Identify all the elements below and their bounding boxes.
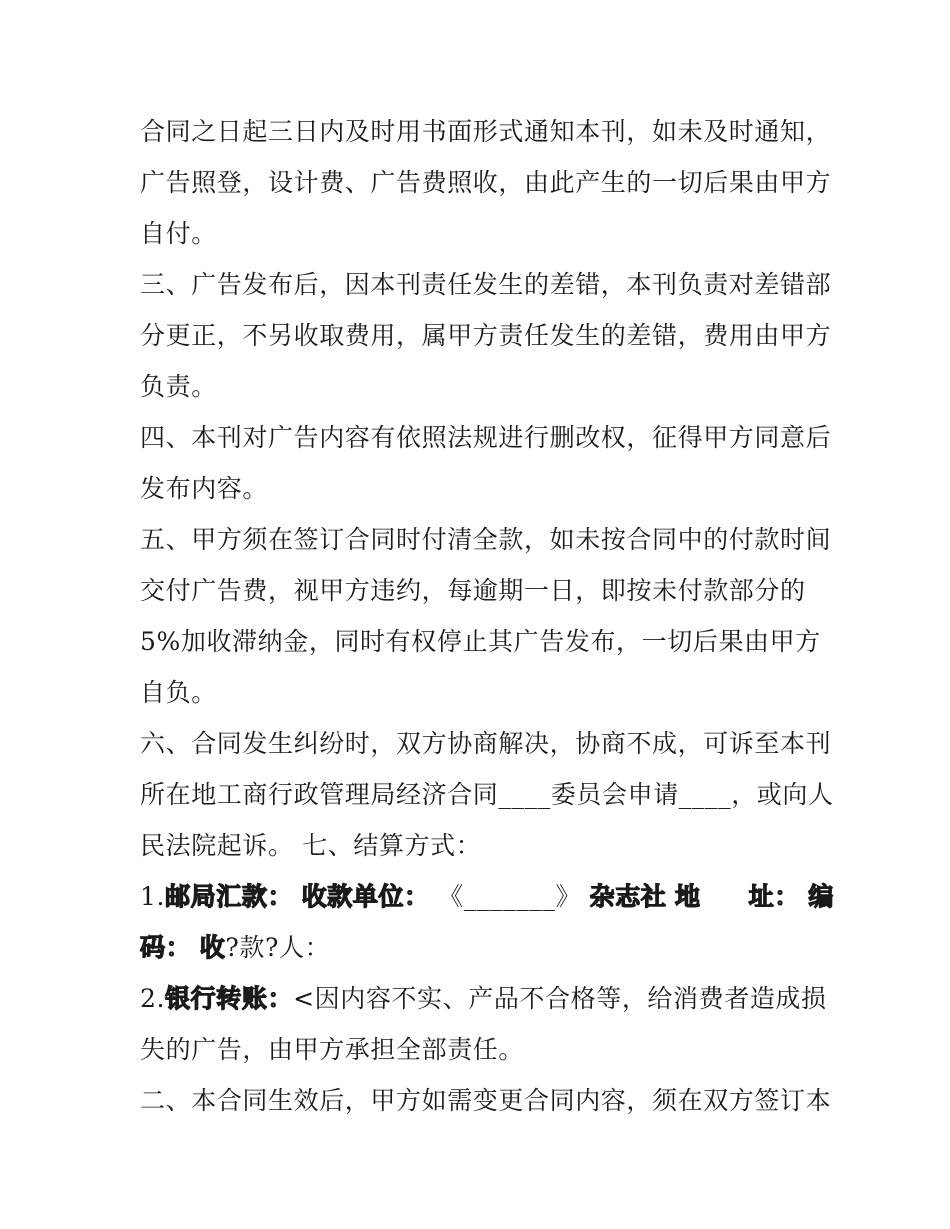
text-line: 负责。 (140, 372, 217, 401)
text-line: 发布内容。 (140, 474, 269, 503)
text-line: 广告照登，设计费、广告费照收，由此产生的一切后果由甲方 (140, 168, 832, 197)
postal-label: 邮局汇款： (165, 882, 294, 911)
address-label-a: 地 (675, 882, 701, 911)
contract-body (140, 106, 834, 1126)
text-line: 所在地工商行政管理局经济合同____委员会申请____，或向人 (140, 780, 834, 809)
recipient-label-b: ?款?人： (225, 933, 331, 962)
clause-7-line: 民法院起诉。 七、结算方式： (140, 831, 482, 860)
text-line: 交付广告费，视甲方违约，每逾期一日，即按未付款部分的 (140, 576, 806, 605)
magazine-bracket-close: 》 (555, 882, 582, 911)
clause-6-line: 六、合同发生纠纷时，双方协商解决，协商不成，可诉至本刊 (140, 729, 832, 758)
item-number: 1. (140, 882, 166, 911)
text-line: 失的广告，由甲方承担全部责任。 (140, 1035, 525, 1064)
clause-2-line: 二、本合同生效后，甲方如需变更合同内容，须在双方签订本 (140, 1086, 832, 1115)
magazine-org: 杂志社 (589, 882, 667, 911)
item-number: 2. (140, 984, 166, 1013)
recipient-label-a: 收 (199, 933, 226, 962)
address-label-b: 址： (748, 882, 800, 911)
clause-3-line: 三、广告发布后，因本刊责任发生的差错，本刊负责对差错部 (140, 270, 832, 299)
bank-transfer-label: 银行转账： (165, 984, 294, 1013)
text-line: 自负。 (140, 678, 217, 707)
postcode-label-b: 码： (140, 933, 192, 962)
text-line: 分更正，不另收取费用，属甲方责任发生的差错，费用由甲方 (140, 321, 832, 350)
text-line: 5%加收滞纳金，同时有权停止其广告发布，一切后果由甲方 (140, 627, 821, 656)
postcode-line (140, 922, 820, 973)
clause-4-line: 四、本刊对广告内容有依照法规进行删改权，征得甲方同意后 (140, 423, 832, 452)
magazine-bracket-open: 《 (438, 882, 464, 911)
postcode-label-a: 编 (808, 882, 834, 911)
text-line: 自付。 (140, 219, 217, 248)
bank-transfer-line (140, 973, 827, 1024)
postal-remittance-line (140, 871, 834, 922)
payee-unit-label: 收款单位： (301, 882, 430, 911)
clause-5-line: 五、甲方须在签订合同时付清全款，如未按合同中的付款时间 (140, 525, 832, 554)
magazine-blank: _______ (463, 882, 556, 911)
bank-rest-text: <因内容不实、产品不合格等，给消费者造成损 (293, 984, 827, 1013)
text-line: 合同之日起三日内及时用书面形式通知本刊，如未及时通知， (140, 117, 832, 146)
